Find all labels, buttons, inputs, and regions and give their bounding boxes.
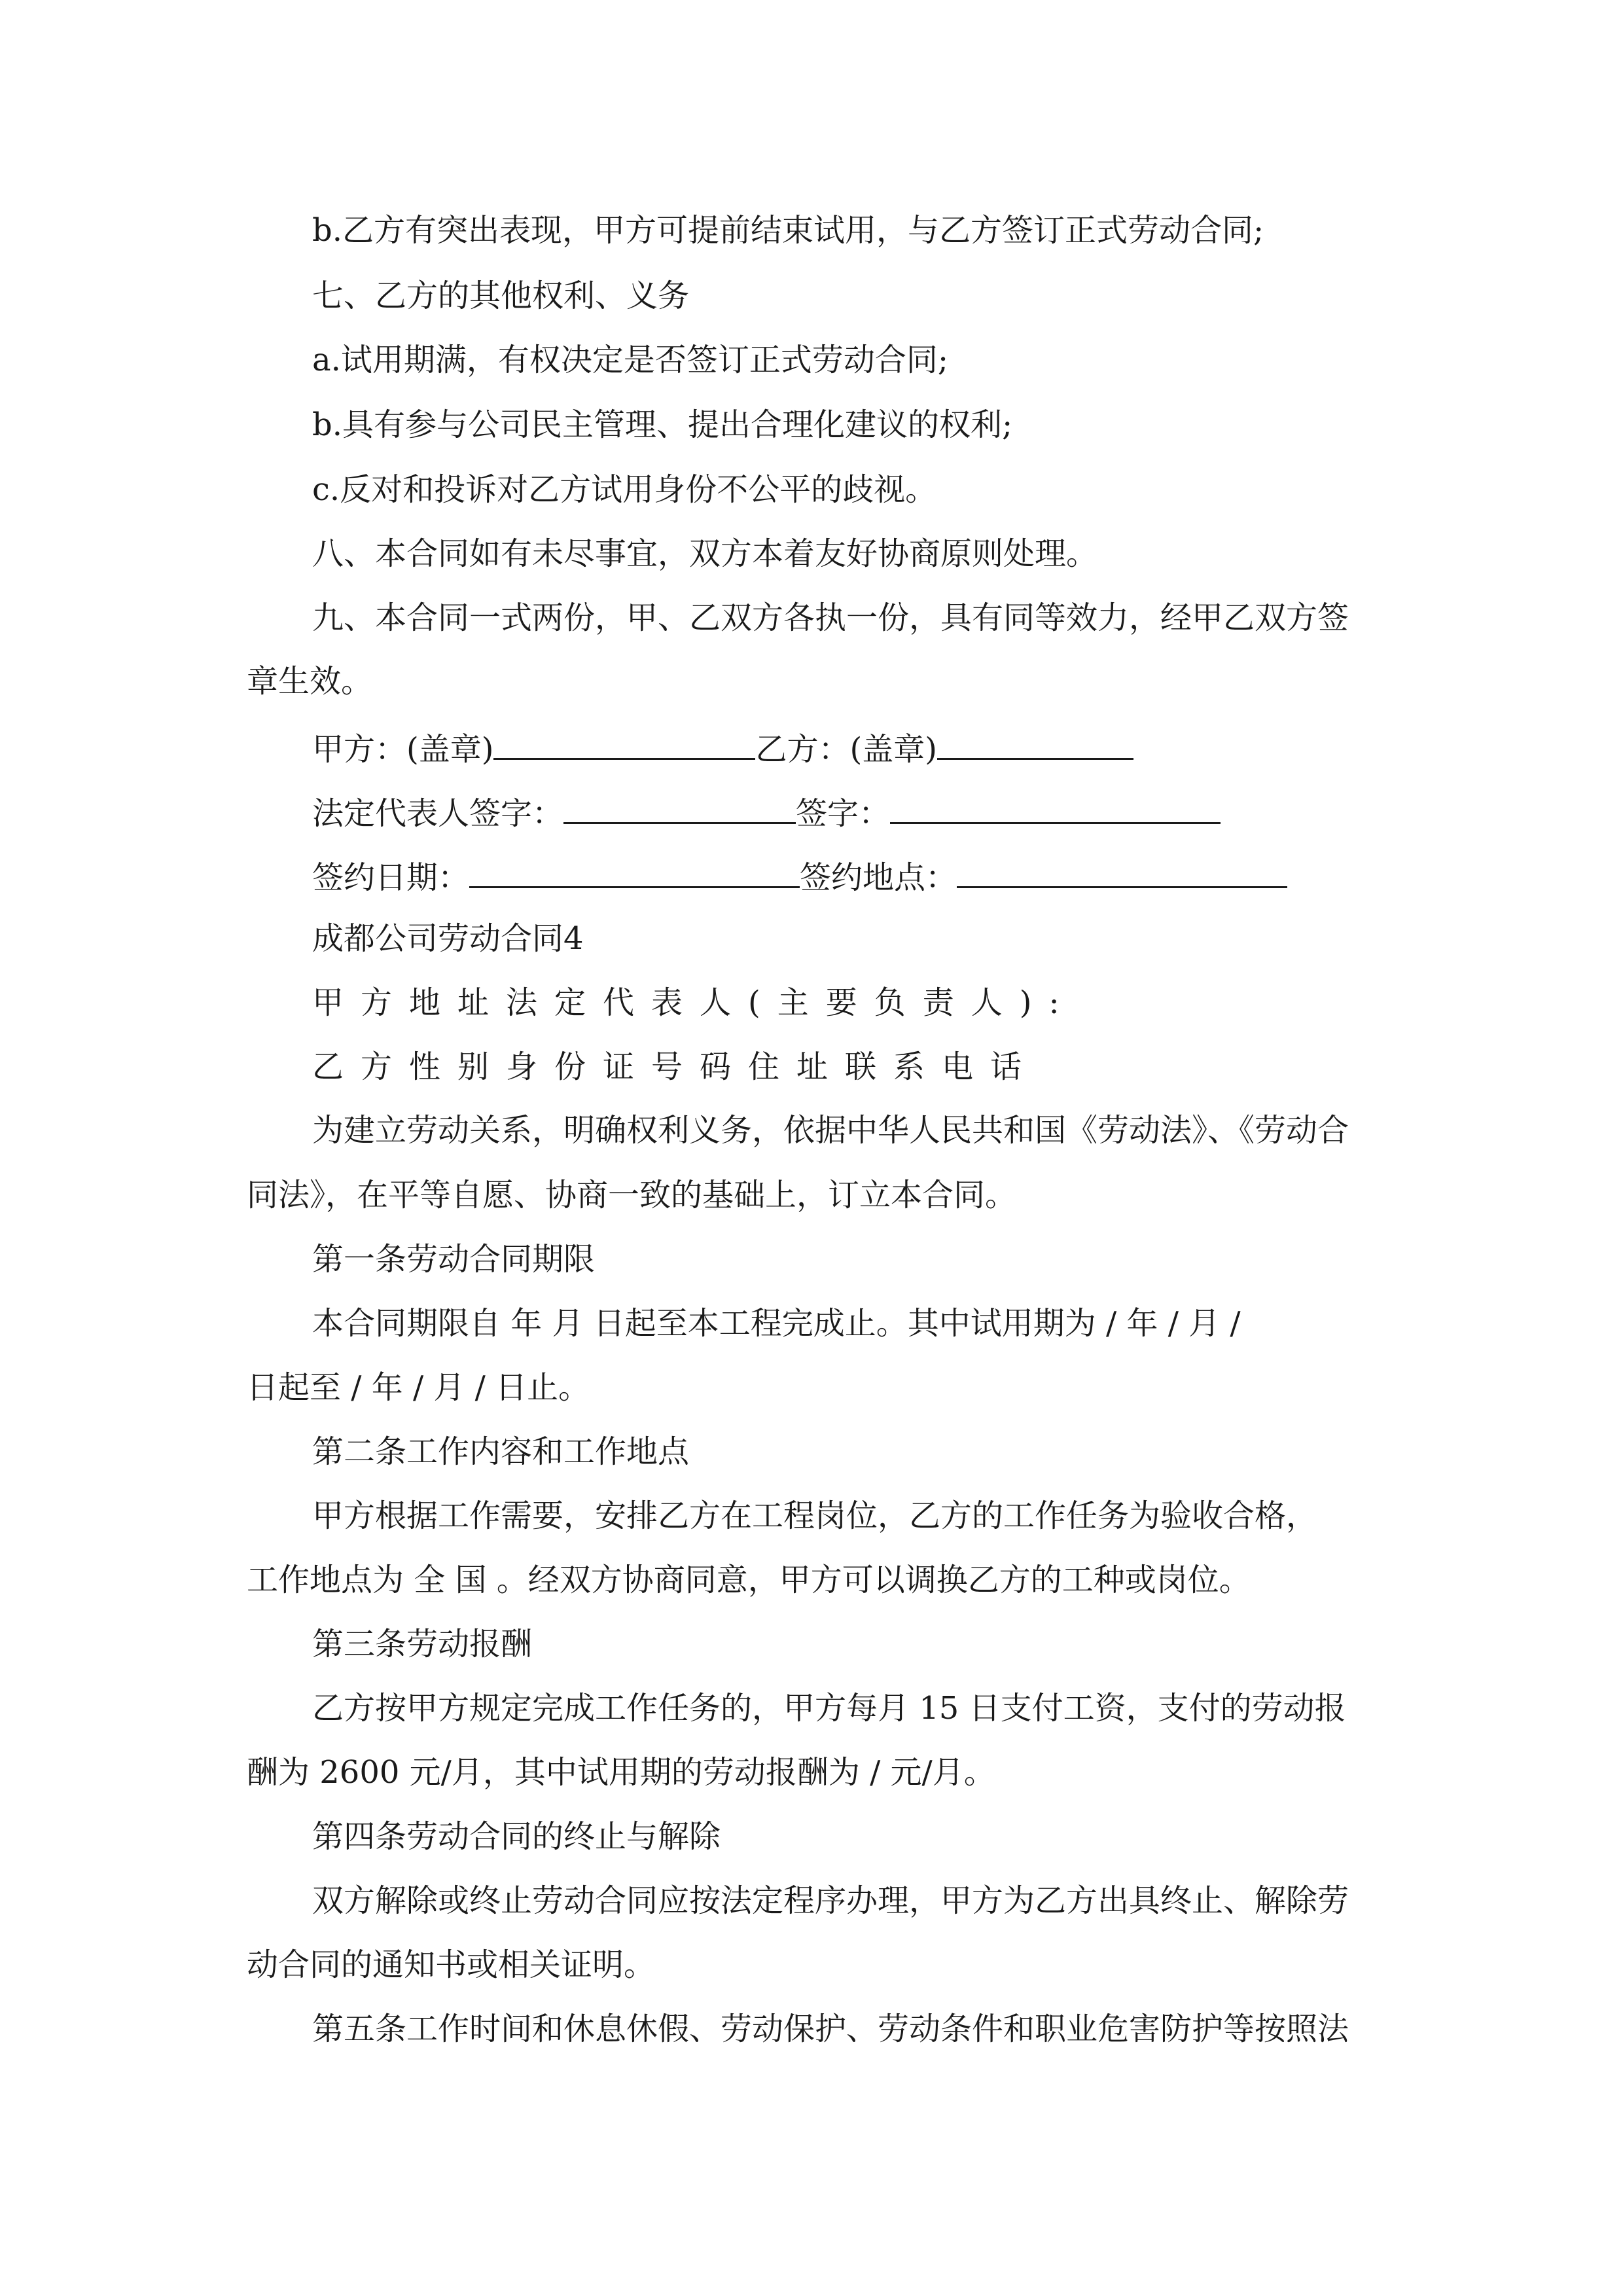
party-a-seal-blank bbox=[493, 726, 755, 760]
preamble-line2: 同法》，在平等自愿、协商一致的基础上，订立本合同。 bbox=[247, 1177, 1017, 1213]
article-2-line1: 甲方根据工作需要，安排乙方在工程岗位，乙方的工作任务为验收合格， bbox=[312, 1498, 1318, 1534]
section-9-line1: 九、本合同一式两份，甲、乙双方各执一份，具有同等效力，经甲乙双方签 bbox=[312, 600, 1349, 636]
section-9-line2: 章生效。 bbox=[247, 663, 373, 700]
clause-7c: c.反对和投诉对乙方试用身份不公平的歧视。 bbox=[312, 471, 937, 508]
section-7-heading: 七、乙方的其他权利、义务 bbox=[312, 278, 690, 314]
article-2-line2: 工作地点为 全 国 。经双方协商同意，甲方可以调换乙方的工种或岗位。 bbox=[247, 1562, 1251, 1598]
article-1-line1: 本合同期限自 年 月 日起至本工程完成止。其中试用期为 / 年 / 月 / bbox=[312, 1305, 1241, 1342]
article-1-line2: 日起至 / 年 / 月 / 日止。 bbox=[247, 1369, 590, 1406]
signature-label: 签字： bbox=[796, 795, 891, 832]
clause-7a: a.试用期满，有权决定是否签订正式劳动合同; bbox=[312, 342, 949, 378]
signature-blank bbox=[890, 791, 1221, 824]
legal-rep-signature-blank bbox=[563, 791, 796, 824]
sign-date-label: 签约日期： bbox=[312, 859, 470, 896]
article-3-heading: 第三条劳动报酬 bbox=[312, 1626, 533, 1662]
article-4-line2: 动合同的通知书或相关证明。 bbox=[247, 1946, 656, 1983]
article-2-heading: 第二条工作内容和工作地点 bbox=[312, 1433, 690, 1470]
article-4-heading: 第四条劳动合同的终止与解除 bbox=[312, 1818, 721, 1855]
clause-6b: b.乙方有突出表现，甲方可提前结束试用，与乙方签订正式劳动合同; bbox=[312, 212, 1264, 249]
preamble-line1: 为建立劳动关系，明确权利义务，依据中华人民共和国《劳动法》、《劳动合 bbox=[312, 1112, 1349, 1149]
signature-row-seal bbox=[312, 726, 1133, 769]
article-1-heading: 第一条劳动合同期限 bbox=[312, 1241, 596, 1278]
article-5-line1: 第五条工作时间和休息休假、劳动保护、劳动条件和职业危害防护等按照法 bbox=[312, 2011, 1349, 2047]
party-b-info-header: 乙方性别身份证号码住址联系电话 bbox=[312, 1049, 1039, 1085]
contract-title: 成都公司劳动合同4 bbox=[312, 920, 584, 957]
sign-date-blank bbox=[469, 855, 800, 888]
party-b-seal-blank bbox=[937, 726, 1133, 760]
legal-rep-signature-label: 法定代表人签字： bbox=[312, 795, 564, 832]
article-3-line1: 乙方按甲方规定完成工作任务的，甲方每月 15 日支付工资，支付的劳动报 bbox=[312, 1690, 1346, 1727]
article-3-line2: 酬为 2600 元/月，其中试用期的劳动报酬为 / 元/月。 bbox=[247, 1754, 995, 1791]
clause-7b: b.具有参与公司民主管理、提出合理化建议的权利; bbox=[312, 406, 1013, 443]
sign-place-blank bbox=[957, 855, 1287, 888]
party-a-info-header: 甲方地址法定代表人(主要负责人): bbox=[312, 984, 1077, 1021]
section-8: 八、本合同如有未尽事宜，双方本着友好协商原则处理。 bbox=[312, 535, 1098, 572]
party-a-seal-label: 甲方：(盖章) bbox=[312, 731, 494, 768]
article-4-line1: 双方解除或终止劳动合同应按法定程序办理，甲方为乙方出具终止、解除劳 bbox=[312, 1882, 1349, 1919]
signature-row-representative bbox=[312, 791, 1221, 833]
signature-row-date-place bbox=[312, 855, 1287, 897]
party-b-seal-label: 乙方：(盖章) bbox=[755, 731, 937, 768]
sign-place-label: 签约地点： bbox=[800, 859, 957, 896]
